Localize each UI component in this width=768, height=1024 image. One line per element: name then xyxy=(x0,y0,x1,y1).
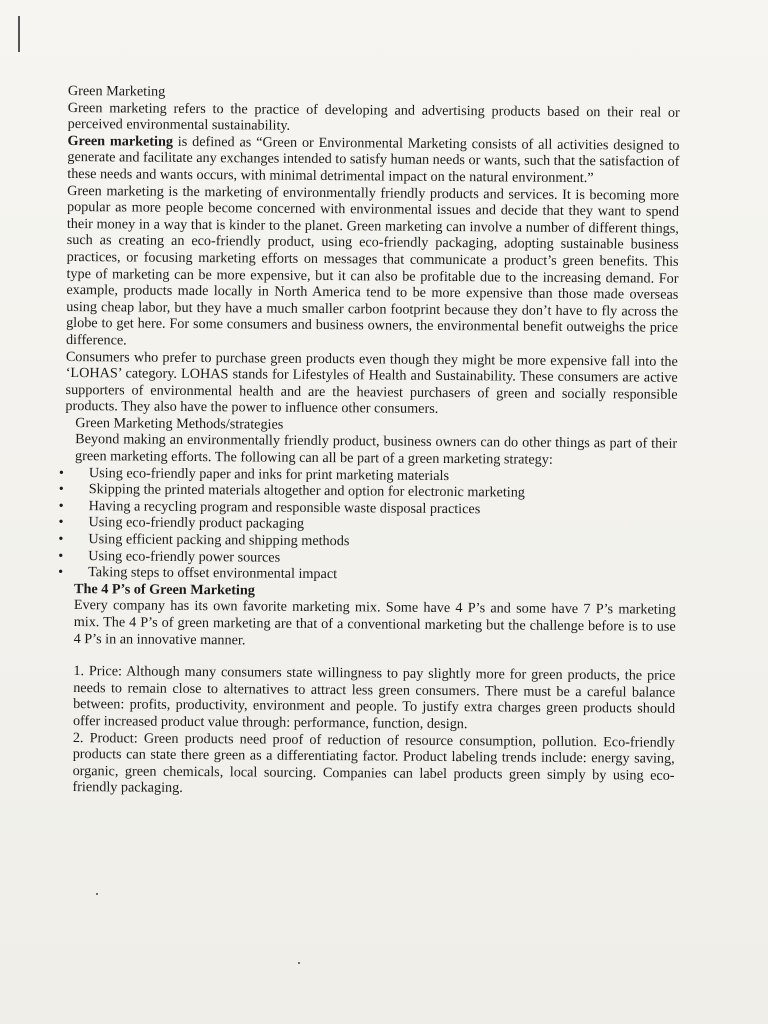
price-point: 1. Price: Although many consumers state willingness to pay slightly more for green products, the price needs to remain close to alternatives to attract less green consumers. There must be a careful balance between: profits, productivity, environment and people. To justify extra charges green products should offer increased product value through: performance, function, design. xyxy=(72,663,676,733)
list-item: • Using eco-friendly paper and inks for print marketing materials xyxy=(59,465,671,486)
strategy-list xyxy=(58,465,671,586)
four-ps-intro: Every company has its own favorite marketing mix. Some have 4 P’s and some have 7 P’s marketing mix. The 4 P’s of green marketing are that of a conventional marketing but the challenge before is to use 4 P’s in an innovative manner. xyxy=(73,597,676,649)
methods-heading: Green Marketing Methods/strategies xyxy=(75,414,284,433)
document-body xyxy=(62,83,680,801)
list-item: • Using efficient packing and shipping methods xyxy=(58,531,670,552)
four-ps-heading: The 4 P’s of Green Marketing xyxy=(73,580,255,599)
definition-paragraph xyxy=(67,133,679,188)
list-item: • Using eco-friendly product packaging xyxy=(58,514,670,535)
scan-speck xyxy=(298,962,300,964)
list-item: • Taking steps to offset environmental impact xyxy=(58,564,670,585)
definition-text: is defined as “Green or Environmental Marketing consists of all activities designed to generate and facilitate any exchanges intended to satisfy human needs or wants, such that the satisfaction of these needs and wants occurs, with minimal detrimental impact on the natural environment.” xyxy=(67,133,680,187)
document-heading: Green Marketing xyxy=(67,83,166,100)
intro-paragraph: Green marketing refers to the practice of developing and advertising products based on their real or perceived environmental sustainability. xyxy=(67,99,680,134)
list-item: • Using eco-friendly power sources xyxy=(58,548,670,569)
main-paragraph: Green marketing is the marketing of environmentally friendly products and services. It is becoming more popular as more people become concerned with environmental issues and decide that they want to spend their money in a way that is kinder to the planet. Green marketing can involve a number of different things, such as creating an eco-friendly product, using eco-friendly packaging, adopting sustainable business practices, or focusing marketing efforts on messages that communicate a product’s green benefits. This type of marketing can be more expensive, but it can also be profitable due to the increasing demand. For example, products made locally in North America tend to be more expensive than those made overseas using cheap labor, but they have a much smaller carbon footprint because they don’t have to fly across the globe to get here. For some consumers and business owners, the environmental benefit outweighs the price difference. xyxy=(65,182,680,349)
list-item: • Having a recycling program and responsible waste disposal practices xyxy=(59,498,671,519)
scan-speck xyxy=(96,893,98,895)
list-item: • Skipping the printed materials altogether and option for electronic marketing xyxy=(59,481,671,502)
product-point: 2. Product: Green products need proof of reduction of resource consumption, pollution. Eco-friendly products can state there green as a differentiating factor. Product labeling trends include: energy saving, organic, green chemicals, local sourcing. Companies can label products green simply by using eco-friendly packaging. xyxy=(72,729,675,797)
lohas-paragraph: Consumers who prefer to purchase green products even though they might be more expensive fall into the ‘LOHAS’ category. LOHAS stands for Lifestyles of Health and Sustainability. These consumers are active supporters of environmental health and are the heaviest purchasers of green and socially responsible products. They also have the power to influence other consumers. xyxy=(65,348,678,418)
definition-term: Green marketing xyxy=(67,132,174,150)
margin-pen-mark xyxy=(18,16,20,52)
methods-intro: Beyond making an environmentally friendly product, business owners can do other things as part of their green marketing efforts. The following can all be part of a green marketing strategy: xyxy=(75,431,678,468)
